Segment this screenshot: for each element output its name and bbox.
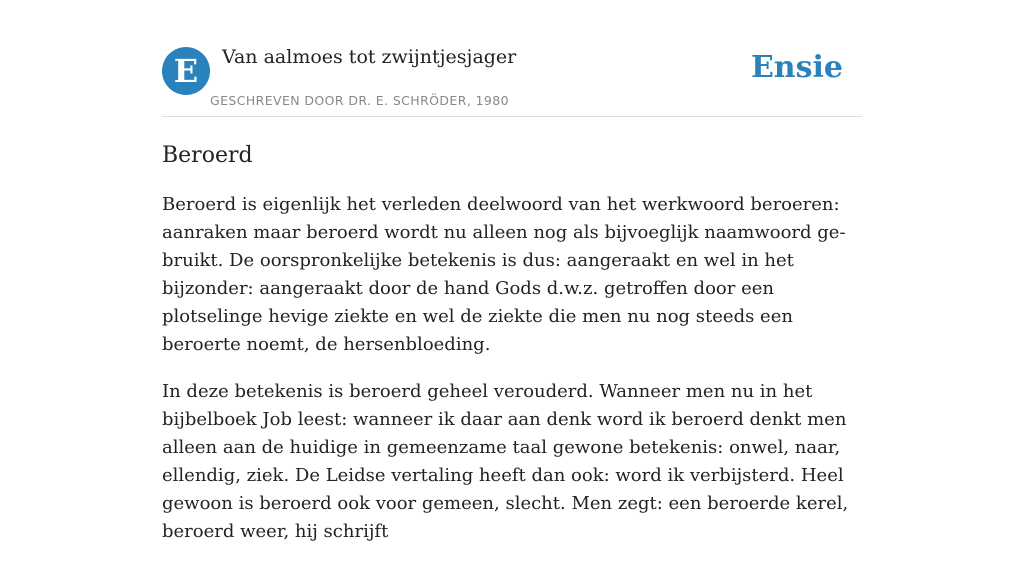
brand-link[interactable]: Ensie: [750, 50, 843, 85]
entry-body: [162, 191, 862, 546]
paragraph: Beroerd is eigenlijk het verleden deelwoord van het werkwoord beroeren: aanraken maar beroerd wordt nu alleen nog als bijvoeglijk naamwoord ge-bruikt. De oorspronkelijke betekenis is dus: aangeraakt en wel in het bijzonder: aangeraakt door de hand Gods d.w.z. getroffen door een plotselinge hevige ziekte en wel de ziekte die men nu nog steeds een beroerte noemt, de hersenbloeding.: [162, 194, 846, 355]
book-title-link[interactable]: Van aalmoes tot zwijntjesjager: [222, 46, 517, 68]
header: [162, 0, 862, 117]
entry-title: Beroerd: [162, 143, 253, 168]
paragraph: In deze betekenis is beroerd geheel verouderd. Wanneer men nu in het bijbelboek Job leest: wanneer ik daar aan denk word ik beroerd denkt men alleen aan de huidige in gemeenzame taal gewone betekenis: onwel, naar, ellendig, ziek. De Leidse vertaling heeft dan ook: word ik verbijsterd. Heel gewoon is beroerd ook voor gemeen, slecht. Men zegt: een beroerde kerel, beroerd weer, hij schrijft: [162, 381, 849, 542]
byline: GESCHREVEN DOOR DR. E. SCHRÖDER, 1980: [210, 93, 509, 108]
ensie-logo-icon[interactable]: E: [162, 47, 210, 95]
content-container: [162, 0, 862, 565]
